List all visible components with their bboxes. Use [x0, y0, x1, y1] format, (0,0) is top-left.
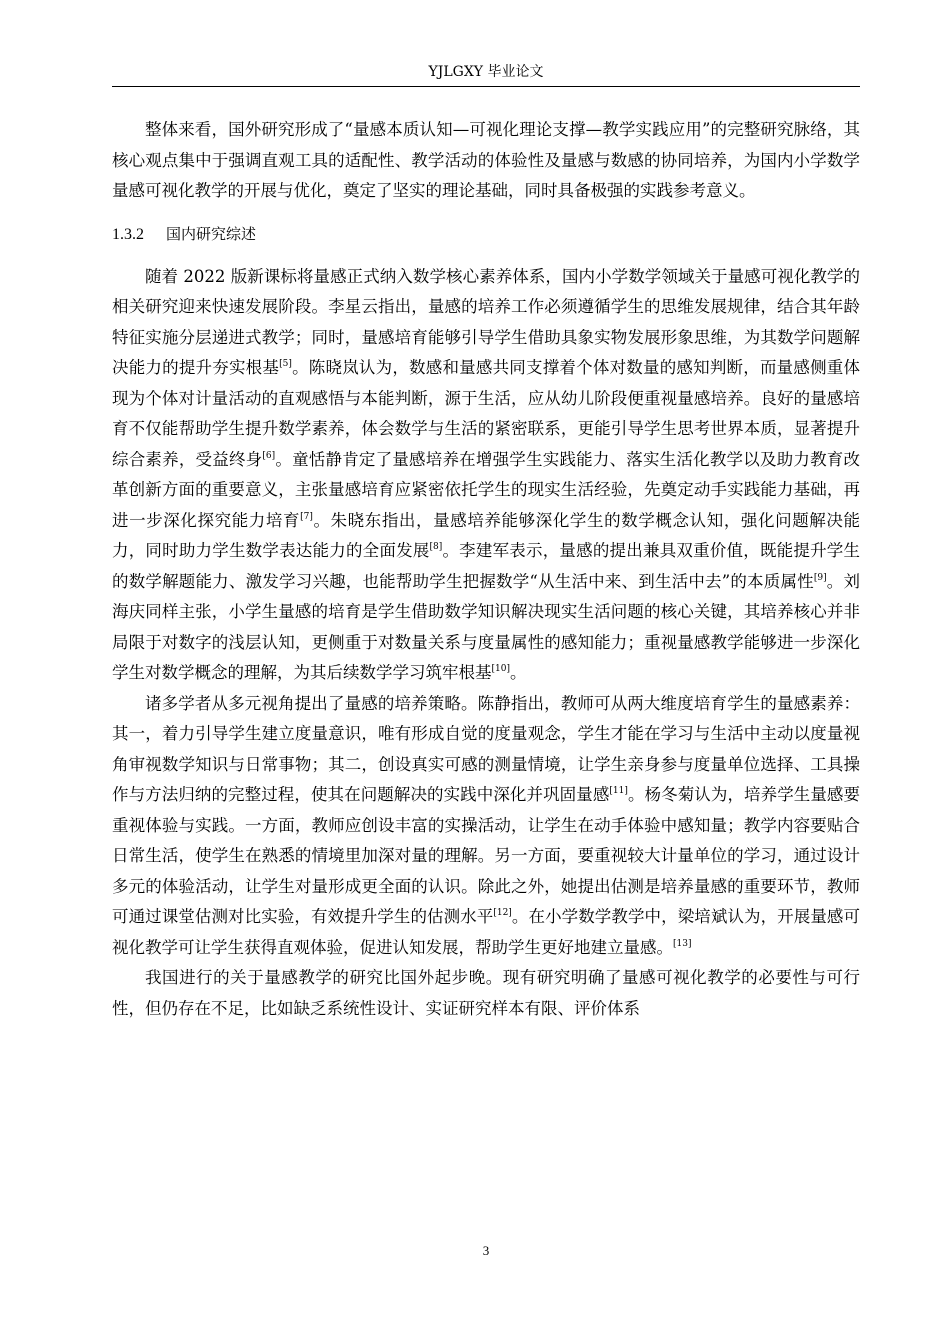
- text-run: 。在小学数学教学中，梁培斌认为，开展量感可视化教学可让学生获得直观体验，促进认知发展，帮助学生更好地建立量感。: [112, 907, 861, 957]
- citation-ref: [12]: [493, 908, 512, 918]
- document-body: [112, 115, 860, 1024]
- section-heading: [112, 221, 860, 248]
- citation-ref: [5]: [279, 359, 292, 369]
- text-run: 诸多学者从多元视角提出了量感的培养策略。陈静指出，教师可从两大维度培育学生的量感素养：其一，着力引导学生建立度量意识，唯有形成自觉的度量观念，学生才能在学习与生活中主动以度量视角审视数学知识与日常事物；其二，创设真实可感的测量情境，让学生亲身参与度量单位选择、工具操作与方法归纳的完整过程，使其在问题解决的实践中深化并巩固量感: [112, 693, 860, 804]
- text-run: 。陈晓岚认为，数感和量感共同支撑着个体对数量的感知判断，而量感侧重体现为个体对计量活动的直观感悟与本能判断，源于生活，应从幼儿阶段便重视量感培养。良好的量感培育不仅能帮助学生提升数学素养，体会数学与生活的紧密联系，更能引导学生思考世界本质，显著提升综合素养，受益终身: [112, 358, 861, 469]
- citation-ref: [7]: [300, 511, 313, 522]
- paragraph-domestic-research: [112, 262, 860, 689]
- text-run: 。: [509, 663, 527, 682]
- citation-ref: [9]: [813, 572, 827, 583]
- section-title: 国内研究综述: [166, 224, 257, 243]
- header-rule: [112, 86, 860, 87]
- citation-ref: [10]: [491, 664, 510, 674]
- text-run: 。童恬静肯定了量感培养在增强学生实践能力、落实生活化教学以及助力教育改革创新方面的重要意义，主张量感培育应紧密依托学生的现实生活经验，先奠定动手实践能力基础，再进一步深化探究能力培育: [112, 449, 861, 530]
- citation-ref: [13]: [673, 938, 692, 949]
- paragraph-comparison: 我国进行的关于量感教学的研究比国外起步晚。现有研究明确了量感可视化教学的必要性与可行性，但仍存在不足，比如缺乏系统性设计、实证研究样本有限、评价体系: [112, 968, 860, 1018]
- paragraph-strategies: [112, 689, 860, 964]
- citation-ref: [6]: [262, 450, 276, 461]
- text-run: 。朱晓东指出，量感培养能够深化学生的数学概念认知，强化问题解决能力，同时助力学生数学表达能力的全面发展: [112, 510, 861, 560]
- paragraph-summary: 整体来看，国外研究形成了“量感本质认知—可视化理论支撑—教学实践应用”的完整研究脉络，其核心观点集中于强调直观工具的适配性、教学活动的体验性及量感与数感的协同培养，为国内小学数学量感可视化教学的开展与优化，奠定了坚实的理论基础，同时具备极强的实践参考意义。: [112, 120, 860, 200]
- page-header: YJLGXY 毕业论文: [428, 64, 544, 80]
- page-number: 3: [482, 1243, 490, 1258]
- citation-ref: [8]: [429, 542, 443, 552]
- text-run: 随着 2022 版新课标将量感正式纳入数学核心素养体系，国内小学数学领域关于量感可视化教学的相关研究迎来快速发展阶段。李星云指出，量感的培养工作必须遵循学生的思维发展规律，结合其年龄特征实施分层递进式教学；同时，量感培育能够引导学生借助具象实物发展形象思维，为其数学问题解决能力的提升夯实根基: [112, 266, 860, 377]
- text-run: 。杨冬菊认为，培养学生量感要重视体验与实践。一方面，教师应创设丰富的实操活动，让学生在动手体验中感知量；教学内容要贴合日常生活，使学生在熟悉的情境里加深对量的理解。另一方面，要重视较大计量单位的学习，通过设计多元的体验活动，让学生对量形成更全面的认识。除此之外，她提出估测是培养量感的重要环节，教师可通过课堂估测对比实验，有效提升学生的估测水平: [112, 785, 861, 926]
- section-number: 1.3.2: [112, 225, 144, 243]
- text-run: 。刘海庆同样主张，小学生量感的培育是学生借助数学知识解决现实生活问题的核心关键，其培养核心并非局限于对数字的浅层认知，更侧重于对数量关系与度量属性的感知能力；重视量感教学能够进一步深化学生对数学概念的理解，为其后续数学学习筑牢根基: [112, 571, 861, 682]
- citation-ref: [11]: [609, 786, 628, 796]
- text-run: 。李建军表示，量感的提出兼具双重价值，既能提升学生的数学解题能力、激发学习兴趣，也能帮助学生把握数学“从生活中来、到生活中去”的本质属性: [112, 541, 861, 591]
